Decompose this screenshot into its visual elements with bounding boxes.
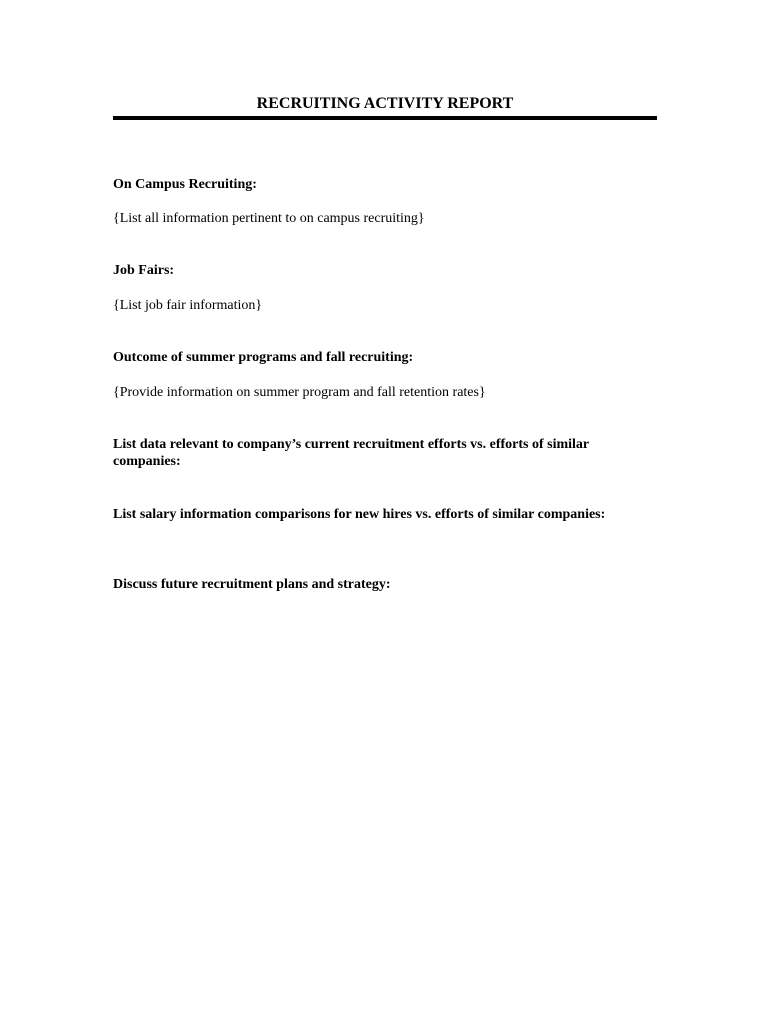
section-heading-salary-comparison: List salary information comparisons for new hires vs. efforts of similar companies: xyxy=(113,507,606,522)
section-heading-job-fairs: Job Fairs: xyxy=(113,263,175,278)
section-body-job-fairs: {List job fair information} xyxy=(113,298,263,313)
section-heading-on-campus-recruiting: On Campus Recruiting: xyxy=(113,177,257,192)
section-heading-future-plans: Discuss future recruitment plans and strategy: xyxy=(113,577,391,592)
section-body-on-campus-recruiting: {List all information pertinent to on campus recruiting} xyxy=(113,211,425,226)
title-underline-rule xyxy=(113,116,657,120)
section-heading-recruitment-comparison: List data relevant to company’s current recruitment efforts vs. efforts of similar companies: xyxy=(113,437,589,469)
section-heading-summer-outcome: Outcome of summer programs and fall recruiting: xyxy=(113,350,414,365)
document-title: RECRUITING ACTIVITY REPORT xyxy=(256,95,514,112)
section-body-summer-outcome: {Provide information on summer program and fall retention rates} xyxy=(113,385,486,400)
